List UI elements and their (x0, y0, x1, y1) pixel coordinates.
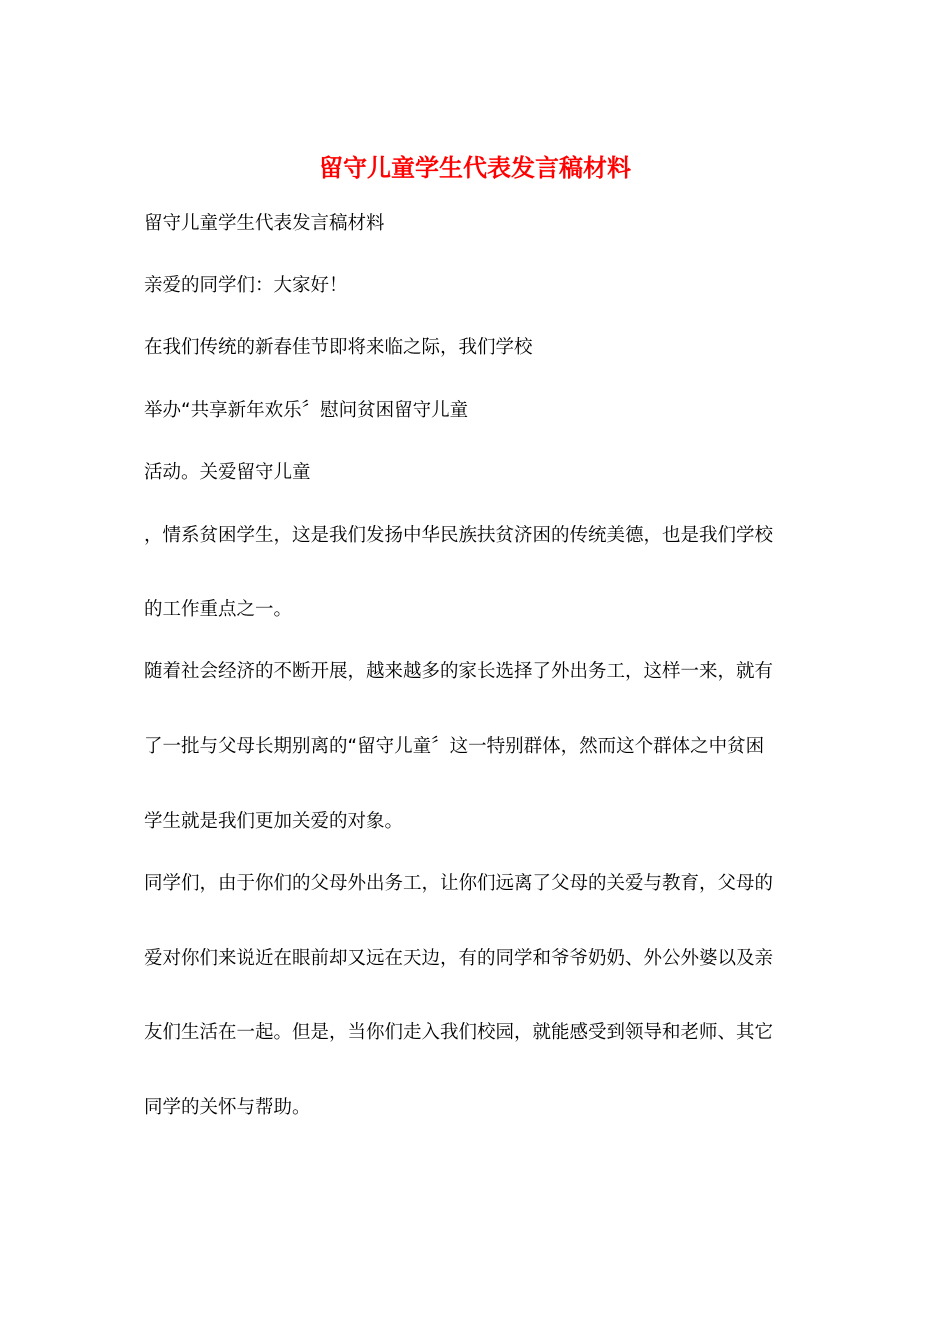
body-line: 在我们传统的新春佳节即将来临之际，我们学校 (144, 337, 533, 358)
body-line: 爱对你们来说近在眼前却又远在天边，有的同学和爷爷奶奶、外公外婆以及亲 (144, 948, 774, 969)
body-line: ，情系贫困学生，这是我们发扬中华民族扶贫济困的传统美德，也是我们学校 (144, 525, 774, 546)
body-line: 学生就是我们更加关爱的对象。 (144, 811, 404, 832)
body-line: 同学的关怀与帮助。 (144, 1097, 311, 1118)
document-title: 留守儿童学生代表发言稿材料 (319, 154, 631, 182)
body-line: 同学们，由于你们的父母外出务工，让你们远离了父母的关爱与教育，父母的 (144, 873, 774, 894)
body-line: 友们生活在一起。但是，当你们走入我们校园，就能感受到领导和老师、其它 (144, 1022, 774, 1043)
body-line: 留守儿童学生代表发言稿材料 (144, 213, 385, 234)
body-line: 亲爱的同学们：大家好！ (144, 275, 348, 296)
body-line: 了一批与父母长期别离的“留守儿童〞这一特别群体，然而这个群体之中贫困 (144, 736, 765, 757)
body-line: 的工作重点之一。 (144, 599, 293, 620)
body-line: 随着社会经济的不断开展，越来越多的家长选择了外出务工，这样一来，就有 (144, 661, 774, 682)
body-line: 举办“共享新年欢乐〞慰问贫困留守儿童 (144, 400, 469, 421)
body-line: 活动。关爱留守儿童 (144, 462, 311, 483)
